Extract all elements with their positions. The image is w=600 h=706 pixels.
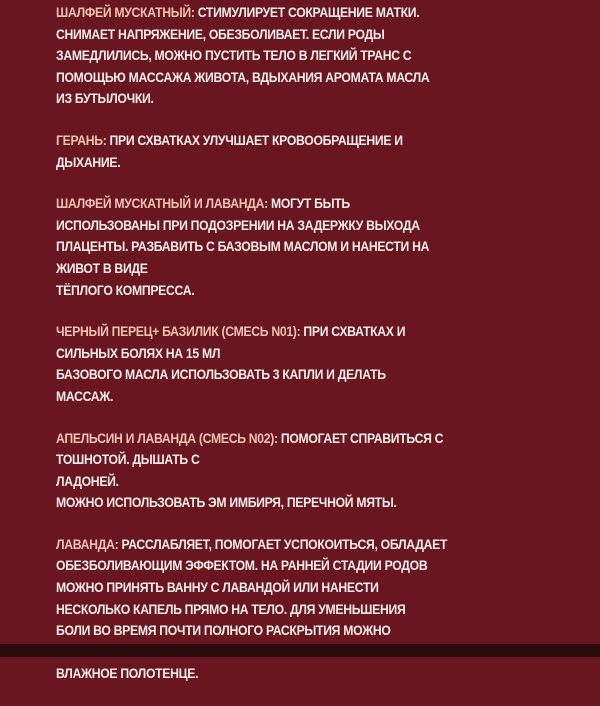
paragraph-line: ЛАДОНЕЙ.: [56, 473, 119, 490]
paragraph-heading: ГЕРАНЬ:: [56, 132, 107, 149]
paragraph-black-pepper-basil: [56, 322, 572, 408]
paragraph-lavender: [56, 535, 572, 686]
paragraph-line: НЕСКОЛЬКО КАПЕЛЬ ПРЯМО НА ТЕЛО. ДЛЯ УМЕНЬШЕНИЯ: [56, 601, 406, 618]
paragraph-line: МОЖНО ИСПОЛЬЗОВАТЬ ЭМ ИМБИРЯ, ПЕРЕЧНОЙ МЯТЫ.: [56, 495, 397, 512]
paragraph-line: ПЛАЦЕНТЫ. РАЗБАВИТЬ С БАЗОВЫМ МАСЛОМ И НАНЕСТИ НА: [56, 239, 430, 256]
paragraph-text: СТИМУЛИРУЕТ СОКРАЩЕНИЕ МАТКИ.: [194, 5, 420, 21]
bottom-strip: [0, 644, 600, 657]
paragraph-first-line: [56, 535, 572, 557]
paragraph-line: МАССАЖ.: [56, 388, 114, 405]
paragraph-text: РАССЛАБЛЯЕТ, ПОМОГАЕТ УСПОКОИТЬСЯ, ОБЛАДАЕТ: [118, 536, 448, 553]
paragraph-line: ЖИВОТ В ВИДЕ: [56, 260, 148, 277]
paragraph-clary-sage: [56, 3, 572, 111]
paragraph-line: СНИМАЕТ НАПРЯЖЕНИЕ, ОБЕЗБОЛИВАЕТ. ЕСЛИ РОДЫ: [56, 26, 385, 43]
paragraph-heading: ШАЛФЕЙ МУСКАТНЫЙ:: [56, 5, 195, 21]
paragraph-line: ПОМОЩЬЮ МАССАЖА ЖИВОТА, ВДЫХАНИЯ АРОМАТА МАСЛА: [56, 69, 430, 86]
paragraph-heading: ЛАВАНДА:: [56, 536, 119, 553]
paragraph-line: ТЁПЛОГО КОМПРЕССА.: [56, 282, 195, 299]
paragraph-line: БАЗОВОГО МАСЛА ИСПОЛЬЗОВАТЬ 3 КАПЛИ И ДЕЛАТЬ: [56, 367, 386, 384]
paragraph-line: БОЛИ ВО ВРЕМЯ ПОЧТИ ПОЛНОГО РАСКРЫТИЯ МОЖНО: [56, 623, 391, 640]
paragraph-first-line: [56, 3, 572, 25]
paragraph-line: ОБЕЗБОЛИВАЮЩИМ ЭФФЕКТОМ. НА РАННЕЙ СТАДИИ РОДОВ: [56, 558, 428, 575]
paragraph-text: ПОМОГАЕТ СПРАВИТЬСЯ С: [277, 430, 444, 447]
paragraph-line: ДЫХАНИЕ.: [56, 154, 121, 171]
paragraph-text: МОГУТ БЫТЬ: [267, 196, 350, 213]
paragraph-line: СИЛЬНЫХ БОЛЯХ НА 15 МЛ: [56, 345, 221, 362]
paragraph-line: ИЗ БУТЫЛОЧКИ.: [56, 91, 154, 108]
paragraph-line: ТОШНОТОЙ. ДЫШАТЬ С: [56, 452, 200, 469]
paragraph-heading: АПЕЛЬСИН И ЛАВАНДА (СМЕСЬ N02):: [56, 430, 278, 447]
paragraph-first-line: [56, 194, 572, 216]
paragraph-heading: ШАЛФЕЙ МУСКАТНЫЙ И ЛАВАНДА:: [56, 196, 268, 213]
paragraph-line: МОЖНО ПРИНЯТЬ ВАННУ С ЛАВАНДОЙ ИЛИ НАНЕСТИ: [56, 580, 379, 597]
paragraph-text: ПРИ СХВАТКАХ И: [300, 324, 406, 341]
paragraph-first-line: [56, 322, 572, 344]
paragraph-clary-sage-lavender: [56, 194, 572, 302]
paragraph-heading: ЧЕРНЫЙ ПЕРЕЦ+ БАЗИЛИК (СМЕСЬ N01):: [56, 324, 301, 341]
paragraph-text: ПРИ СХВАТКАХ УЛУЧШАЕТ КРОВООБРАЩЕНИЕ И: [106, 132, 403, 149]
oils-list: [56, 3, 576, 706]
paragraph-first-line: [56, 131, 572, 153]
paragraph-line: ВЛАЖНОЕ ПОЛОТЕНЦЕ.: [56, 666, 199, 683]
paragraph-orange-lavender: [56, 429, 572, 515]
paragraph-line: ИСПОЛЬЗОВАНЫ ПРИ ПОДОЗРЕНИИ НА ЗАДЕРЖКУ ВЫХОДА: [56, 217, 420, 234]
paragraph-first-line: [56, 429, 572, 451]
paragraph-line: ЗАМЕДЛИЛИСЬ, МОЖНО ПУСТИТЬ ТЕЛО В ЛЕГКИЙ ТРАНС С: [56, 48, 412, 65]
paragraph-geranium: [56, 131, 572, 174]
